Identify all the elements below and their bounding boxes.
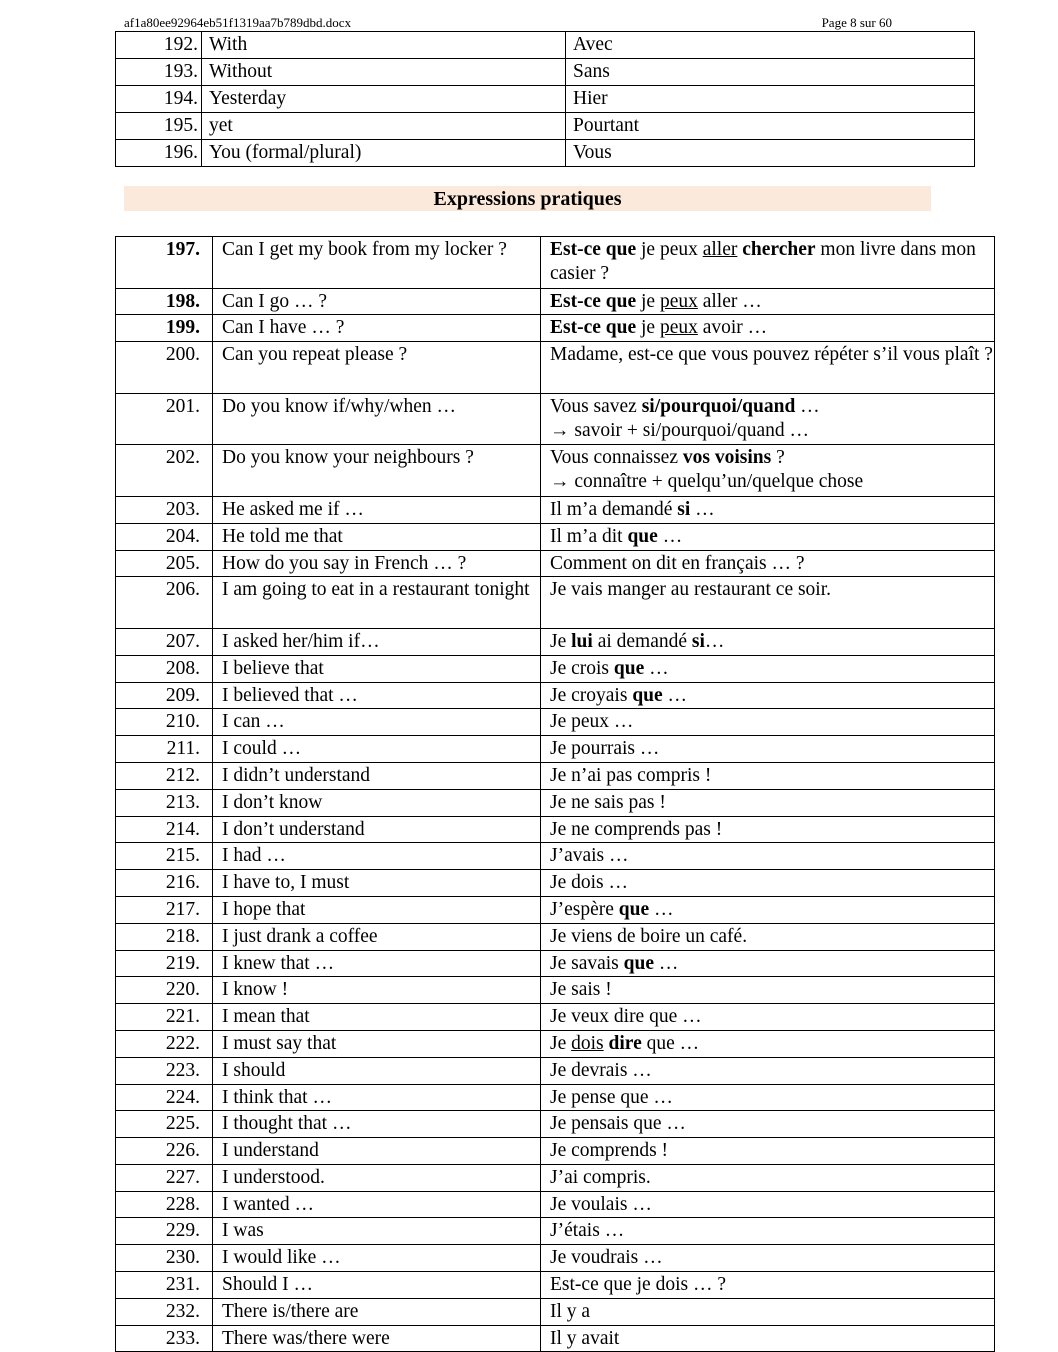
french-expression bbox=[541, 816, 995, 843]
expression-segment: Je pense que … bbox=[550, 1086, 673, 1108]
french-expression bbox=[541, 315, 995, 342]
french-expression bbox=[541, 977, 995, 1004]
expression-segment: je peux bbox=[636, 239, 703, 260]
english-expression: He told me that bbox=[213, 523, 541, 550]
row-number: 217. bbox=[116, 896, 213, 923]
french-term: Avec bbox=[566, 32, 975, 59]
row-number: 230. bbox=[116, 1245, 213, 1272]
english-expression: I had … bbox=[213, 843, 541, 870]
expression-segment: dois bbox=[571, 1032, 604, 1054]
french-expression bbox=[541, 237, 995, 289]
table-row bbox=[116, 113, 975, 140]
expression-segment: que bbox=[618, 898, 650, 920]
table-row bbox=[116, 496, 995, 523]
row-number: 213. bbox=[116, 789, 213, 816]
french-expression bbox=[541, 1298, 995, 1325]
english-expression: How do you say in French … ? bbox=[213, 550, 541, 577]
expression-segment: aller bbox=[702, 239, 738, 260]
expression-segment: Est-ce que bbox=[550, 317, 637, 339]
row-number: 221. bbox=[116, 1004, 213, 1031]
english-expression: I wanted … bbox=[213, 1191, 541, 1218]
french-expression bbox=[541, 1325, 995, 1352]
table-row bbox=[116, 789, 995, 816]
row-number: 232. bbox=[116, 1298, 213, 1325]
french-expression bbox=[541, 870, 995, 897]
french-expression bbox=[541, 1030, 995, 1057]
english-term: Without bbox=[202, 59, 566, 86]
table-row bbox=[116, 1164, 995, 1191]
table-row bbox=[116, 59, 975, 86]
french-expression bbox=[541, 288, 995, 315]
french-expression bbox=[541, 1111, 995, 1138]
table-row bbox=[116, 1030, 995, 1057]
expression-segment: … bbox=[644, 657, 669, 679]
table-row bbox=[116, 816, 995, 843]
expression-segment: Je veux dire que … bbox=[550, 1006, 702, 1028]
expression-segment: ai demandé bbox=[592, 630, 692, 652]
page-header bbox=[124, 15, 892, 31]
english-expression: I should bbox=[213, 1057, 541, 1084]
table-row bbox=[116, 550, 995, 577]
row-number: 233. bbox=[116, 1325, 213, 1352]
section-title: Expressions pratiques bbox=[124, 186, 931, 211]
expression-segment: … bbox=[662, 684, 688, 706]
table-row bbox=[116, 870, 995, 897]
expression-segment: … bbox=[795, 395, 820, 417]
row-number: 198. bbox=[116, 288, 213, 315]
expression-segment: Il m’a demandé bbox=[550, 498, 678, 520]
expression-segment: si bbox=[677, 498, 691, 520]
french-expression bbox=[541, 628, 995, 655]
expression-segment: Je ne sais pas ! bbox=[550, 791, 666, 813]
table-row bbox=[116, 393, 995, 445]
table-row bbox=[116, 1298, 995, 1325]
row-number: 203. bbox=[116, 496, 213, 523]
row-number: 216. bbox=[116, 870, 213, 897]
english-expression: I understand bbox=[213, 1138, 541, 1165]
expression-segment: si/pourquoi/quand bbox=[641, 395, 796, 417]
english-expression: Do you know your neighbours ? bbox=[213, 445, 541, 497]
french-expression bbox=[541, 1004, 995, 1031]
row-number: 219. bbox=[116, 950, 213, 977]
expression-segment: chercher bbox=[742, 239, 816, 260]
english-expression: I asked her/him if… bbox=[213, 628, 541, 655]
table-row bbox=[116, 736, 995, 763]
english-expression: I don’t understand bbox=[213, 816, 541, 843]
expression-segment: dire bbox=[608, 1032, 642, 1054]
french-term: Hier bbox=[566, 86, 975, 113]
row-number: 209. bbox=[116, 682, 213, 709]
expression-segment: lui bbox=[571, 630, 593, 652]
english-expression: I don’t know bbox=[213, 789, 541, 816]
table-row bbox=[116, 342, 995, 394]
english-expression: I have to, I must bbox=[213, 870, 541, 897]
expression-segment: Je sais ! bbox=[550, 979, 612, 1001]
expression-segment: Je croyais bbox=[550, 684, 633, 706]
expression-segment: J’étais … bbox=[550, 1220, 625, 1242]
table-row bbox=[116, 1138, 995, 1165]
expression-segment: vos voisins bbox=[682, 447, 772, 469]
expression-segment: Je bbox=[550, 1032, 572, 1054]
french-expression bbox=[541, 445, 995, 497]
table-row bbox=[116, 237, 995, 289]
expression-segment: Madame, est-ce que vous pouvez répéter s’il vous plaît ? bbox=[550, 344, 993, 366]
expression-segment: Comment on dit en français … ? bbox=[550, 552, 805, 574]
french-expression bbox=[541, 1272, 995, 1299]
expression-segment: que bbox=[613, 657, 645, 679]
english-expression: I would like … bbox=[213, 1245, 541, 1272]
french-expression bbox=[541, 1245, 995, 1272]
expression-segment: je bbox=[636, 317, 660, 339]
row-number: 211. bbox=[116, 736, 213, 763]
table-row bbox=[116, 709, 995, 736]
expression-segment: … bbox=[654, 952, 679, 974]
table-row bbox=[116, 577, 995, 629]
table-row bbox=[116, 977, 995, 1004]
table-row bbox=[116, 682, 995, 709]
french-expression bbox=[541, 577, 995, 629]
expression-segment: J’espère bbox=[550, 898, 619, 920]
english-expression: Can I get my book from my locker ? bbox=[213, 237, 541, 289]
english-expression: I am going to eat in a restaurant tonight bbox=[213, 577, 541, 629]
row-number: 207. bbox=[116, 628, 213, 655]
english-expression: I thought that … bbox=[213, 1111, 541, 1138]
french-term: Sans bbox=[566, 59, 975, 86]
french-expression bbox=[541, 843, 995, 870]
table-row bbox=[116, 762, 995, 789]
expression-segment: Est-ce que je dois … ? bbox=[550, 1274, 726, 1296]
english-term: Yesterday bbox=[202, 86, 566, 113]
english-expression: I can … bbox=[213, 709, 541, 736]
english-expression: Do you know if/why/when … bbox=[213, 393, 541, 445]
expression-segment: Il y avait bbox=[550, 1327, 620, 1349]
row-number: 199. bbox=[116, 315, 213, 342]
expression-segment: → savoir + si/pourquoi/quand … bbox=[550, 419, 810, 441]
expression-segment: Je ne comprends pas ! bbox=[550, 818, 723, 840]
table-row bbox=[116, 288, 995, 315]
french-expression bbox=[541, 342, 995, 394]
table-row bbox=[116, 628, 995, 655]
expression-segment: si bbox=[691, 630, 705, 652]
english-term: You (formal/plural) bbox=[202, 140, 566, 167]
row-number: 210. bbox=[116, 709, 213, 736]
row-number: 201. bbox=[116, 393, 213, 445]
english-expression: Can I have … ? bbox=[213, 315, 541, 342]
expression-segment: Je n’ai pas compris ! bbox=[550, 764, 712, 786]
expression-segment: je bbox=[636, 290, 660, 312]
expression-segment: Je pourrais … bbox=[550, 738, 660, 760]
expression-segment: Il y a bbox=[550, 1300, 591, 1322]
french-term: Vous bbox=[566, 140, 975, 167]
row-number: 227. bbox=[116, 1164, 213, 1191]
expression-segment: que bbox=[627, 525, 658, 547]
table-row bbox=[116, 1084, 995, 1111]
english-expression: I knew that … bbox=[213, 950, 541, 977]
expression-segment: que … bbox=[641, 1032, 700, 1054]
french-expression bbox=[541, 550, 995, 577]
french-expression bbox=[541, 762, 995, 789]
expression-segment: Je bbox=[550, 630, 572, 652]
english-expression: I believed that … bbox=[213, 682, 541, 709]
english-expression: I know ! bbox=[213, 977, 541, 1004]
row-number: 192. bbox=[116, 32, 202, 59]
english-expression: He asked me if … bbox=[213, 496, 541, 523]
table-row bbox=[116, 1191, 995, 1218]
table-row bbox=[116, 140, 975, 167]
english-expression: There was/there were bbox=[213, 1325, 541, 1352]
english-expression: I must say that bbox=[213, 1030, 541, 1057]
expression-segment: Je voudrais … bbox=[550, 1247, 663, 1269]
table-row bbox=[116, 923, 995, 950]
english-expression: Can I go … ? bbox=[213, 288, 541, 315]
row-number: 222. bbox=[116, 1030, 213, 1057]
table-row bbox=[116, 843, 995, 870]
french-expression bbox=[541, 709, 995, 736]
expression-segment: … bbox=[690, 498, 715, 520]
expression-segment: J’avais … bbox=[550, 845, 629, 867]
english-expression: I think that … bbox=[213, 1084, 541, 1111]
expression-segment: peux bbox=[659, 317, 698, 339]
french-expression bbox=[541, 523, 995, 550]
french-term: Pourtant bbox=[566, 113, 975, 140]
table-row bbox=[116, 1325, 995, 1352]
table-row bbox=[116, 445, 995, 497]
row-number: 193. bbox=[116, 59, 202, 86]
row-number: 225. bbox=[116, 1111, 213, 1138]
french-expression bbox=[541, 896, 995, 923]
french-expression bbox=[541, 496, 995, 523]
expression-segment: aller … bbox=[697, 290, 762, 312]
french-expression bbox=[541, 1138, 995, 1165]
row-number: 206. bbox=[116, 577, 213, 629]
french-expression bbox=[541, 682, 995, 709]
french-expression bbox=[541, 950, 995, 977]
expression-segment: … bbox=[704, 630, 725, 652]
expression-segment: ? bbox=[771, 447, 785, 469]
row-number: 228. bbox=[116, 1191, 213, 1218]
table-row bbox=[116, 1245, 995, 1272]
table-row bbox=[116, 523, 995, 550]
row-number: 205. bbox=[116, 550, 213, 577]
document-filename: af1a80ee92964eb51f1319aa7b789dbd.docx bbox=[124, 15, 352, 30]
table-row bbox=[116, 1057, 995, 1084]
french-expression bbox=[541, 789, 995, 816]
english-expression: I didn’t understand bbox=[213, 762, 541, 789]
row-number: 200. bbox=[116, 342, 213, 394]
expression-segment: Est-ce que bbox=[550, 239, 637, 260]
expression-segment: … bbox=[649, 898, 674, 920]
english-expression: I could … bbox=[213, 736, 541, 763]
row-number: 226. bbox=[116, 1138, 213, 1165]
row-number: 196. bbox=[116, 140, 202, 167]
english-expression: I was bbox=[213, 1218, 541, 1245]
row-number: 229. bbox=[116, 1218, 213, 1245]
table-row bbox=[116, 950, 995, 977]
row-number: 223. bbox=[116, 1057, 213, 1084]
french-expression bbox=[541, 736, 995, 763]
table-row bbox=[116, 1218, 995, 1245]
expression-segment: Je vais manger au restaurant ce soir. bbox=[550, 579, 832, 601]
expression-segment: Vous savez bbox=[550, 395, 642, 417]
english-expression: I believe that bbox=[213, 655, 541, 682]
row-number: 208. bbox=[116, 655, 213, 682]
french-expression bbox=[541, 1057, 995, 1084]
row-number: 194. bbox=[116, 86, 202, 113]
english-term: With bbox=[202, 32, 566, 59]
table-row bbox=[116, 655, 995, 682]
expression-segment: Est-ce que bbox=[550, 290, 637, 312]
expression-segment: Je savais bbox=[550, 952, 624, 974]
french-expression bbox=[541, 1191, 995, 1218]
row-number: 224. bbox=[116, 1084, 213, 1111]
row-number: 204. bbox=[116, 523, 213, 550]
vocabulary-table bbox=[115, 31, 975, 167]
expression-segment: … bbox=[657, 525, 683, 547]
row-number: 202. bbox=[116, 445, 213, 497]
english-term: yet bbox=[202, 113, 566, 140]
english-expression: I hope that bbox=[213, 896, 541, 923]
row-number: 231. bbox=[116, 1272, 213, 1299]
table-row bbox=[116, 896, 995, 923]
expression-segment: Je crois bbox=[550, 657, 614, 679]
table-row bbox=[116, 1111, 995, 1138]
expression-segment: Je dois … bbox=[550, 872, 628, 894]
expressions-table bbox=[115, 236, 995, 1352]
expression-segment: J’ai compris. bbox=[550, 1166, 651, 1188]
english-expression: Can you repeat please ? bbox=[213, 342, 541, 394]
expression-segment: que bbox=[623, 952, 655, 974]
table-row bbox=[116, 315, 995, 342]
expression-segment: peux bbox=[659, 290, 698, 312]
expression-segment: mon livre dans mon casier ? bbox=[550, 239, 976, 284]
row-number: 215. bbox=[116, 843, 213, 870]
french-expression bbox=[541, 1084, 995, 1111]
expression-segment: avoir … bbox=[697, 317, 768, 339]
row-number: 212. bbox=[116, 762, 213, 789]
french-expression bbox=[541, 923, 995, 950]
row-number: 220. bbox=[116, 977, 213, 1004]
french-expression bbox=[541, 1164, 995, 1191]
french-expression bbox=[541, 655, 995, 682]
english-expression: I mean that bbox=[213, 1004, 541, 1031]
table-row bbox=[116, 86, 975, 113]
row-number: 197. bbox=[116, 237, 213, 289]
french-expression bbox=[541, 1218, 995, 1245]
english-expression: I just drank a coffee bbox=[213, 923, 541, 950]
expression-segment: Je devrais … bbox=[550, 1059, 652, 1081]
expression-segment: Je viens de boire un café. bbox=[550, 925, 748, 947]
expression-segment: Vous connaissez bbox=[550, 447, 683, 469]
table-row bbox=[116, 32, 975, 59]
row-number: 195. bbox=[116, 113, 202, 140]
page-number: Page 8 sur 60 bbox=[821, 15, 892, 30]
row-number: 214. bbox=[116, 816, 213, 843]
french-expression bbox=[541, 393, 995, 445]
english-expression: There is/there are bbox=[213, 1298, 541, 1325]
table-row bbox=[116, 1004, 995, 1031]
expression-segment: → connaître + quelqu’un/quelque chose bbox=[550, 471, 864, 493]
expression-segment: Je comprends ! bbox=[550, 1140, 669, 1162]
english-expression: Should I … bbox=[213, 1272, 541, 1299]
english-expression: I understood. bbox=[213, 1164, 541, 1191]
expression-segment: Je voulais … bbox=[550, 1193, 652, 1215]
table-row bbox=[116, 1272, 995, 1299]
row-number: 218. bbox=[116, 923, 213, 950]
expression-segment: Il m’a dit bbox=[550, 525, 628, 547]
expression-segment: que bbox=[632, 684, 663, 706]
expression-segment: Je pensais que … bbox=[550, 1113, 686, 1135]
expression-segment: Je peux … bbox=[550, 711, 634, 733]
